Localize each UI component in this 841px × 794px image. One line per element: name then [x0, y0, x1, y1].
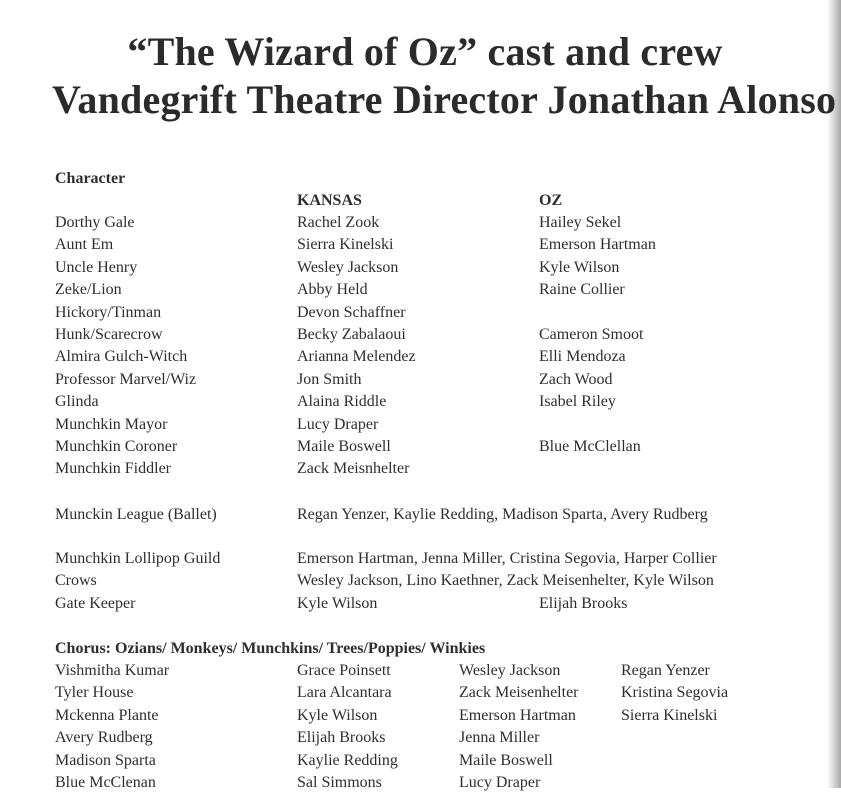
- chorus-member: Sierra Kinelski: [621, 706, 718, 724]
- chorus-member: Blue McClenan: [55, 774, 156, 791]
- role-character: Hickory/Tinman: [55, 303, 162, 321]
- role-kansas: Lucy Draper: [297, 415, 379, 433]
- chorus-member: Zack Meisenhelter: [459, 684, 579, 702]
- chorus-member: Avery Rudberg: [55, 729, 153, 747]
- role-character: Glinda: [55, 393, 99, 411]
- role-kansas: Rachel Zook: [297, 214, 380, 231]
- role-character: Professor Marvel/Wiz: [55, 370, 197, 388]
- chorus-member: Tyler House: [55, 684, 134, 702]
- role-oz: Kyle Wilson: [539, 258, 620, 276]
- chorus-member: Wesley Jackson: [459, 662, 561, 679]
- role-oz: Zach Wood: [539, 370, 613, 388]
- role-character: Dorthy Gale: [55, 214, 135, 231]
- crows-label: Crows: [55, 572, 97, 589]
- chorus-member: Elijah Brooks: [297, 729, 386, 747]
- role-oz: Emerson Hartman: [539, 236, 656, 254]
- league-names: Regan Yenzer, Kaylie Redding, Madison Sparta, Avery Rudberg: [297, 506, 708, 523]
- role-character: Aunt Em: [55, 236, 114, 254]
- role-oz: Elli Mendoza: [539, 348, 626, 366]
- chorus-member: Maile Boswell: [459, 751, 553, 769]
- gate-keeper-label: Gate Keeper: [55, 595, 136, 612]
- role-character: Munchkin Mayor: [55, 415, 168, 433]
- chorus-header: Chorus: Ozians/ Monkeys/ Munchkins/ Trees/Poppies/ Winkies: [55, 640, 486, 657]
- role-kansas: Arianna Melendez: [297, 348, 416, 366]
- lollipop-guild-names: Emerson Hartman, Jenna Miller, Cristina Segovia, Harper Collier: [297, 550, 717, 567]
- role-character: Uncle Henry: [55, 258, 138, 276]
- role-kansas: Sierra Kinelski: [297, 236, 394, 254]
- role-kansas: Abby Held: [297, 281, 368, 299]
- role-kansas: Maile Boswell: [297, 438, 391, 455]
- role-kansas: Becky Zabalaoui: [297, 326, 406, 343]
- chorus-member: Regan Yenzer: [621, 662, 710, 679]
- chorus-member: Kyle Wilson: [297, 706, 378, 724]
- chorus-member: Madison Sparta: [55, 751, 156, 769]
- character-column-header: Character: [55, 170, 126, 187]
- chorus-member: Mckenna Plante: [55, 706, 159, 724]
- chorus-member: Emerson Hartman: [459, 706, 576, 724]
- crows-names: Wesley Jackson, Lino Kaethner, Zack Meisenhelter, Kyle Wilson: [297, 572, 714, 589]
- chorus-member: Kaylie Redding: [297, 751, 398, 769]
- role-oz: Isabel Riley: [539, 393, 616, 411]
- role-kansas: Jon Smith: [297, 370, 362, 388]
- page-subtitle: Vandegrift Theatre Director Jonathan Alonso: [52, 77, 837, 122]
- role-oz: Raine Collier: [539, 281, 625, 299]
- gate-keeper-oz: Elijah Brooks: [539, 595, 628, 612]
- chorus-member: Grace Poinsett: [297, 662, 391, 679]
- chorus-member: Kristina Segovia: [621, 684, 729, 702]
- role-character: Zeke/Lion: [55, 281, 122, 299]
- role-oz: Blue McClellan: [539, 438, 641, 455]
- chorus-member: Sal Simmons: [297, 774, 382, 791]
- role-character: Hunk/Scarecrow: [55, 326, 163, 343]
- chorus-member: Vishmitha Kumar: [55, 662, 170, 679]
- page-title: “The Wizard of Oz” cast and crew: [127, 29, 723, 74]
- lollipop-guild-label: Munchkin Lollipop Guild: [55, 550, 221, 567]
- chorus-member: Lucy Draper: [459, 774, 541, 791]
- role-oz: Cameron Smoot: [539, 326, 644, 343]
- role-kansas: Zack Meisnhelter: [297, 460, 410, 478]
- role-oz: Hailey Sekel: [539, 214, 622, 231]
- chorus-member: Jenna Miller: [459, 729, 540, 747]
- chorus-member: Lara Alcantara: [297, 684, 392, 702]
- role-character: Munchkin Fiddler: [55, 460, 171, 478]
- role-character: Munchkin Coroner: [55, 438, 178, 455]
- role-kansas: Wesley Jackson: [297, 258, 399, 276]
- gate-keeper-kansas: Kyle Wilson: [297, 595, 378, 612]
- role-kansas: Devon Schaffner: [297, 303, 406, 321]
- kansas-column-header: KANSAS: [297, 192, 362, 209]
- role-kansas: Alaina Riddle: [297, 393, 387, 411]
- role-character: Almira Gulch-Witch: [55, 348, 188, 366]
- oz-column-header: OZ: [539, 192, 563, 209]
- league-label: Munckin League (Ballet): [55, 506, 217, 523]
